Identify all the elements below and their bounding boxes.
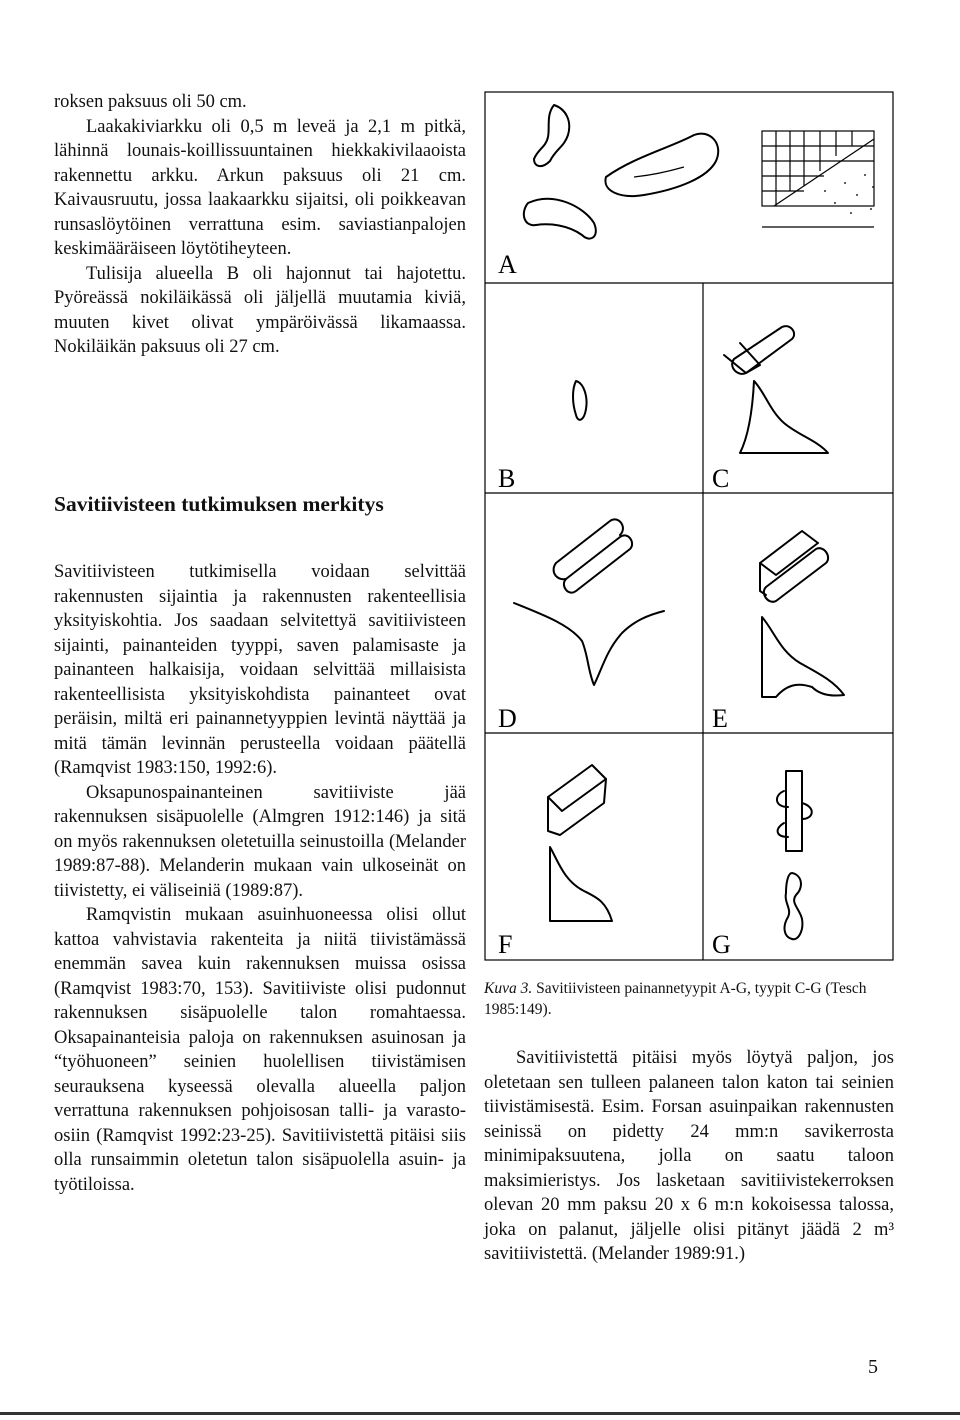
- paragraph: Savitiivistettä pitäisi myös löytyä paljon, jos oletetaan sen tulleen palaneen talon katon tai seinien tiivistämisestä. Esim. Forsan asuinpaikan rakennusten seinissä on pidetty 24 mm:n savikerrosta minimipaksuutena, jolla on saatu taloon maksimieristys. Jos lasketaan savitiivistekerroksen olevan 20 mm paksu 20 x 6 m:n kokoisessa talossa, joka on palanut, jäljelle olisi pitänyt jäädä 2 m³ savitiivistettä. (Melander 1989:91.): [484, 1048, 894, 1264]
- page-number: 5: [868, 1356, 878, 1378]
- type-f-imprint: [548, 765, 612, 921]
- panel-label-d: D: [498, 704, 517, 733]
- paragraph: Savitiivisteen tutkimisella voidaan selvittää rakennusten sijaintia ja rakennusten rakenteellisia yksityiskohtia. Jos saadaan selvitettyä savitiivisteen sijainti, painanteiden tyyppi, saven palamisaste ja painanteen halkaisija, voidaan selvittää millaisista rakenteellisista yksityiskohdista painanteet ovat peräisin, miltä eri painannetyyppien levintä näyttää ja mitä tämän levinnän perusteella voidaan päätellä (Ramqvist 1983:150, 1992:6).: [54, 562, 466, 778]
- panel-label-a: A: [498, 250, 517, 279]
- left-column-bottom: [54, 560, 466, 1197]
- type-a-imprints: [524, 105, 874, 239]
- paragraph: Tulisija alueella B oli hajonnut tai hajotettu. Pyöreässä nokiläikässä oli jäljellä muutamia kiviä, muuten kivet olivat ympäröivässä likamaassa. Nokiläikän paksuus oli 27 cm.: [54, 263, 466, 357]
- panel-label-g: G: [712, 930, 731, 959]
- panel-label-f: F: [498, 930, 513, 959]
- section-heading: Savitiivisteen tutkimuksen merkitys: [54, 492, 384, 516]
- panel-label-c: C: [712, 464, 730, 493]
- paragraph: Laakakiviarkku oli 0,5 m leveä ja 2,1 m pitkä, lähinnä lounais-koillissuuntainen hiekkakivilaaoista rakennettu arkku. Arkun paksuus oli 21 cm. Kaivausruutu, jossa laakaarkku sijaitsi, oli poikkeavan runsaslöytöinen verrattuna esim. saviastianpalojen keskimääräiseen löytötiheyteen.: [54, 116, 466, 259]
- figure-frame: [485, 92, 893, 960]
- figure-drawing: [484, 91, 894, 961]
- type-d-imprint: [514, 519, 664, 685]
- bottom-rule: [0, 1412, 960, 1415]
- type-e-imprint: [760, 531, 844, 697]
- type-b-imprint: [573, 381, 587, 420]
- caption-label: Kuva 3.: [484, 980, 533, 997]
- figure-caption: [484, 978, 904, 1020]
- panel-label-b: B: [498, 464, 516, 493]
- panel-label-e: E: [712, 704, 728, 733]
- paragraph: roksen paksuus oli 50 cm.: [54, 92, 247, 112]
- paragraph: Ramqvistin mukaan asuinhuoneessa olisi ollut kattoa vahvistavia rakenteita ja niitä tiivistämässä enemmän savea kuin rakennuksen muissa osissa (Ramqvist 1983:70, 153). Savitiiviste olisi pudonnut rakennuksen sisäpuolelle talon romahtaessa. Oksapainanteisia paloja on rakennuksen asuinosan ja “työhuoneen” seinien huolellisen tiivistämisen seurauksena kyseessä olevalla alueella paljon verrattuna rakennuksen pohjoisosan talli- ja varasto-osiin (Ramqvist 1992:23-25). Savitiivistettä pitäisi siis olla runsaimmin oletetun talon sisäpuolella asuin- ja työtiloissa.: [54, 905, 466, 1195]
- left-column-top: [54, 90, 466, 360]
- right-column-bottom: [484, 1046, 894, 1267]
- figure-imprint-types: [484, 91, 894, 961]
- type-g-imprint: [777, 771, 812, 939]
- type-c-imprint: [724, 326, 828, 453]
- paragraph: Oksapunospainanteinen savitiiviste jää rakennuksen sisäpuolelle (Almgren 1912:146) ja sitä on myös rakennuksen oletetuilla seinustoilla (Melander 1989:87-88). Melanderin mukaan vain ulkoseinät on tiivistetty, ei väliseiniä (1989:87).: [54, 782, 466, 901]
- caption-text: Savitiivisteen painannetyypit A-G, tyypit C-G (Tesch 1985:149).: [484, 980, 867, 1018]
